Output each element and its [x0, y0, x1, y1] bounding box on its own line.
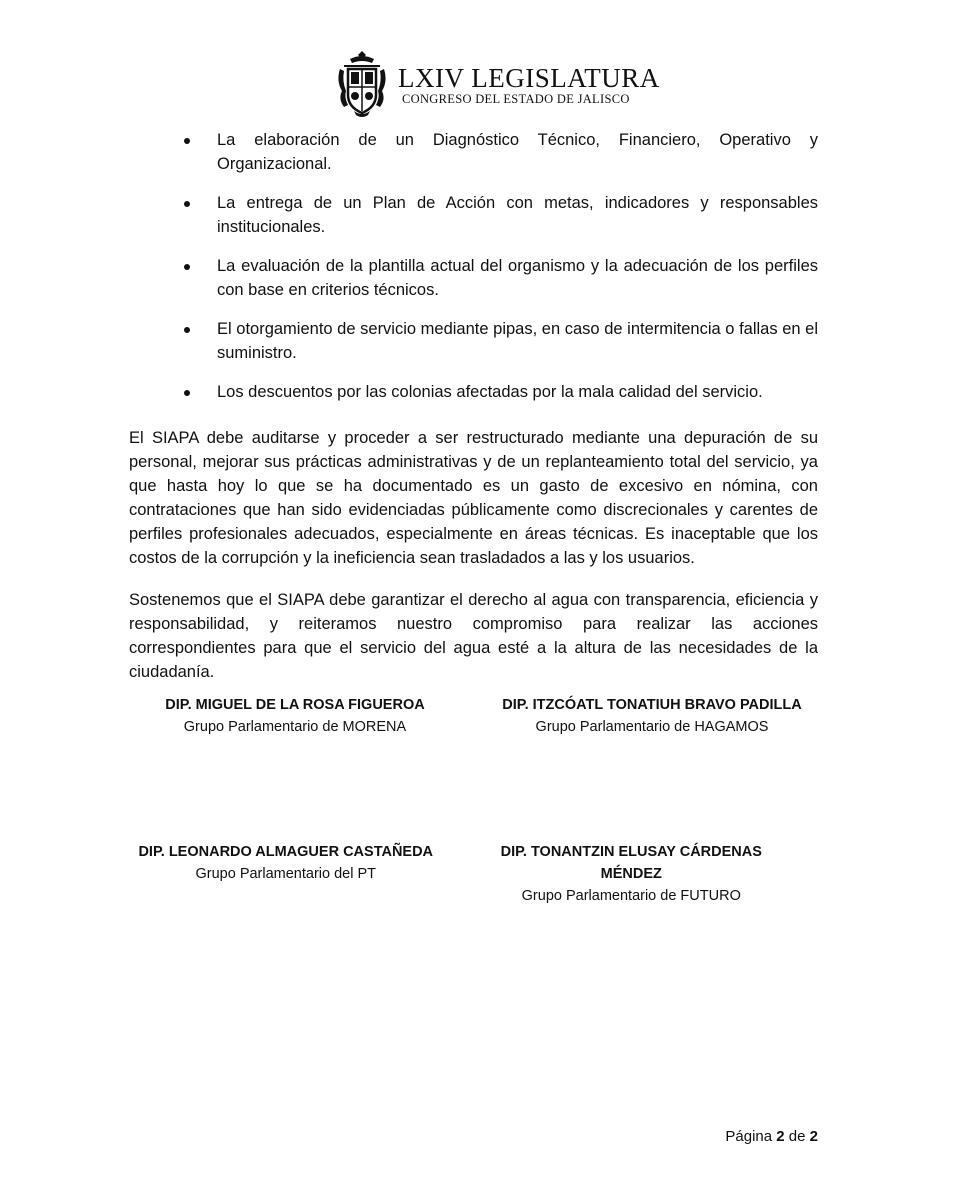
paragraph-audit: El SIAPA debe auditarse y proceder a ser restructurado mediante una depuración de su personal, mejorar sus prácticas administrativas y de un replanteamiento total del servicio, ya que hasta hoy lo que se ha documentado es un gasto de excesivo en nómina, con contrataciones que han sido evidenciadas públicamente como discrecionales y carentes de perfiles profesionales adecuados, especialmente en áreas técnicas. Es inaceptable que los costos de la corrupción y la ineficiencia sean trasladados a las y los usuarios.: [129, 429, 818, 567]
signatory-group: Grupo Parlamentario de FUTURO: [521, 888, 741, 904]
signatory-name: DIP. ITZCÓATL TONATIUH BRAVO PADILLA: [502, 697, 802, 713]
signatory-name: DIP. MIGUEL DE LA ROSA FIGUEROA: [165, 697, 425, 713]
bullet-icon: [184, 201, 190, 207]
bullet-icon: [184, 327, 190, 333]
current-page: 2: [776, 1128, 785, 1145]
list-item: Los descuentos por las colonias afectadas por la mala calidad del servicio.: [129, 380, 818, 404]
bullet-icon: [184, 390, 190, 396]
signatory-group: Grupo Parlamentario de HAGAMOS: [535, 719, 769, 735]
signature-block: [463, 841, 819, 907]
signature-block: [129, 841, 463, 907]
total-pages: 2: [809, 1128, 818, 1145]
bullet-icon: [184, 138, 190, 144]
congress-subtitle: CONGRESO DEL ESTADO DE JALISCO: [402, 92, 630, 106]
signatory-group: Grupo Parlamentario de MORENA: [183, 719, 407, 735]
letterhead: [332, 50, 660, 120]
signature-row-1: [129, 694, 818, 738]
signature-block: [481, 694, 818, 738]
page-number: Página 2 de 2: [725, 1128, 818, 1145]
legislature-title: LXIV LEGISLATURA: [398, 63, 660, 93]
bullet-icon: [184, 264, 190, 270]
jalisco-coat-of-arms-icon: [332, 51, 392, 119]
document-body: [129, 128, 818, 702]
signatory-name: DIP. TONANTZIN ELUSAY CÁRDENAS MÉNDEZ: [500, 844, 762, 882]
demands-list: [129, 128, 818, 404]
list-item: El otorgamiento de servicio mediante pipas, en caso de intermitencia o fallas en el suministro.: [129, 317, 818, 365]
list-item: La entrega de un Plan de Acción con metas, indicadores y responsables institucionales.: [129, 191, 818, 239]
signatory-group: Grupo Parlamentario del PT: [195, 866, 377, 882]
signature-block: [129, 694, 481, 738]
signatory-name: DIP. LEONARDO ALMAGUER CASTAÑEDA: [138, 844, 434, 860]
list-item: La evaluación de la plantilla actual del organismo y la adecuación de los perfiles con base en criterios técnicos.: [129, 254, 818, 302]
signature-row-2: [129, 841, 818, 907]
list-item: La elaboración de un Diagnóstico Técnico, Financiero, Operativo y Organizacional.: [129, 128, 818, 176]
paragraph-commitment: Sostenemos que el SIAPA debe garantizar el derecho al agua con transparencia, eficiencia y responsabilidad, y reiteramos nuestro compromiso para realizar las acciones correspondientes para que el servicio del agua esté a la altura de las necesidades de la ciudadanía.: [129, 591, 818, 681]
